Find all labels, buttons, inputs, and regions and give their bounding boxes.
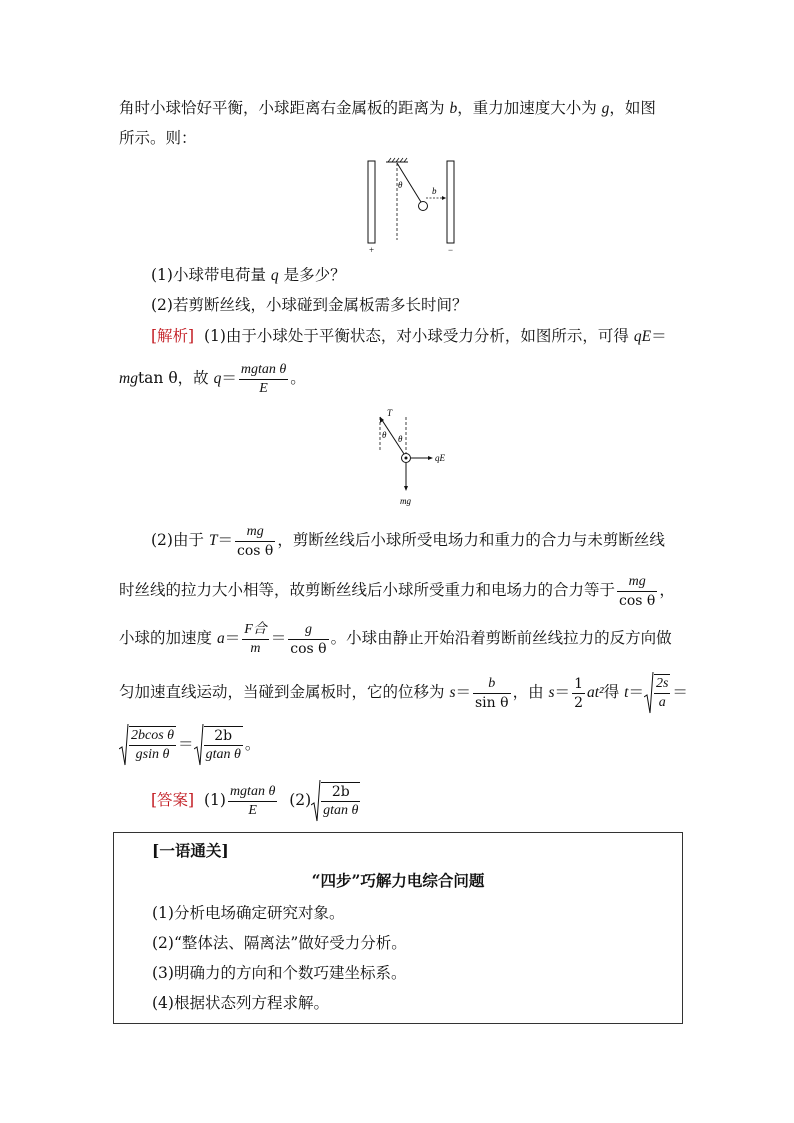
- equals: ＝: [628, 683, 644, 701]
- ball-center: [405, 457, 408, 460]
- qE-label: qE: [435, 453, 445, 463]
- fraction: $\frac{\text{mgtan θ}}{E}$: [240, 361, 287, 396]
- analysis-line-4: [119, 568, 675, 612]
- sqrt-expression: [644, 671, 654, 715]
- analysis-line-6: [119, 668, 688, 717]
- fraction: $\frac{\text{F合}}{m}$: [244, 621, 267, 656]
- equals: ＝: [672, 683, 688, 701]
- analysis-text: 小球的加速度: [119, 629, 217, 647]
- figure-pendulum-plates: [360, 155, 460, 255]
- arrow-head: [442, 196, 446, 200]
- analysis-line-7: [119, 720, 260, 768]
- analysis-line-3: [151, 518, 665, 563]
- answer-line: [151, 776, 362, 824]
- fraction: $\frac{1}{2}$: [574, 675, 583, 711]
- figure-force-diagram: [360, 405, 460, 510]
- analysis-text: (2)由于: [151, 531, 209, 549]
- var-s: s: [449, 684, 456, 701]
- q1-text: 是多少？: [278, 266, 346, 284]
- summary-item-1: (1)分析电场确定研究对象。: [152, 904, 345, 922]
- analysis-text: 。小球由静止开始沿着剪断前丝线拉力的反方向做: [330, 629, 672, 647]
- sqrt-expression: [311, 779, 321, 823]
- period: 。: [290, 369, 306, 387]
- b-label: b: [432, 186, 437, 196]
- var-mg: mg: [119, 370, 138, 387]
- period: 。: [244, 735, 261, 753]
- theta-label-right: θ: [398, 434, 403, 444]
- summary-title: “四步”巧解力电综合问题: [311, 871, 485, 890]
- answer-label: (1): [203, 791, 226, 809]
- fraction: $\frac{\text{mgtan θ}}{E}$: [229, 783, 276, 818]
- analysis-text: ，由: [512, 683, 549, 701]
- summary-item-4: (4)根据状态列方程求解。: [152, 994, 329, 1012]
- var-q: q: [213, 370, 222, 387]
- analysis-text: ，剪断丝线后小球所受电场力和重力的合力与未剪断丝线: [277, 531, 665, 549]
- mg-label: mg: [400, 496, 411, 506]
- theta-label: θ: [398, 180, 403, 190]
- fraction: $\frac{mg}{\text{cos θ}}$: [619, 573, 656, 609]
- fraction: $\frac{mg}{\text{cos θ}}$: [237, 523, 274, 559]
- comma: ，: [659, 581, 675, 599]
- q1-text: (1)小球带电荷量: [151, 266, 271, 284]
- var-b: b: [449, 100, 458, 117]
- left-plate: [368, 161, 375, 243]
- equals: ＝: [224, 629, 241, 647]
- analysis-line-5: [119, 616, 672, 661]
- intro-line-2: 所示。则：: [119, 129, 197, 147]
- fraction: $\frac{2b}{\text{gtan θ}}$: [205, 728, 241, 762]
- sqrt-expression: [194, 723, 204, 767]
- analysis-tag: [解析]: [151, 327, 195, 345]
- ceiling-hatch: [388, 158, 407, 162]
- fraction: $\frac{b}{\text{sin θ}}$: [475, 675, 509, 711]
- ball: [419, 202, 428, 211]
- equals: ＝: [651, 327, 667, 345]
- var-s: s: [548, 684, 555, 701]
- var-qE: qE: [633, 328, 652, 345]
- minus-label: −: [448, 245, 454, 255]
- analysis-text: tan θ，故: [137, 369, 214, 387]
- fraction: $\frac{\text{2bcos θ}}{\text{gsin θ}}$: [131, 728, 175, 762]
- plus-label: +: [369, 245, 375, 255]
- summary-tag: [一语通关]: [152, 841, 229, 860]
- analysis-text: 时丝线的拉力大小相等，故剪断丝线后小球所受重力和电场力的合力等于: [119, 581, 616, 599]
- intro-text: 角时小球恰好平衡，小球距离右金属板的距离为: [119, 99, 450, 117]
- var-g: g: [601, 100, 610, 117]
- intro-line-1: [119, 96, 656, 121]
- answer-tag: [答案]: [151, 791, 195, 809]
- var-at2: at²: [586, 684, 604, 701]
- equals: ＝: [217, 531, 234, 549]
- question-1: [151, 263, 346, 288]
- intro-text: ，如图: [609, 99, 656, 117]
- summary-box: [113, 832, 683, 1024]
- theta-label-left: θ: [382, 430, 387, 440]
- question-2: (2)若剪断丝线，小球碰到金属板需多长时间？: [151, 296, 468, 314]
- sqrt-expression: [119, 723, 129, 767]
- analysis-text: (1)由于小球处于平衡状态，对小球受力分析，如图所示，可得: [203, 327, 634, 345]
- equals: ＝: [178, 735, 194, 753]
- gravity-arrow-head: [404, 486, 408, 491]
- fraction: $\frac{2b}{\text{gtan θ}}$: [323, 784, 359, 818]
- summary-item-3: (3)明确力的方向和个数巧建坐标系。: [152, 964, 407, 982]
- equals: ＝: [554, 683, 571, 701]
- right-plate: [447, 161, 454, 243]
- analysis-line-1: [151, 324, 667, 349]
- answer-label: (2): [289, 791, 312, 809]
- var-q: q: [270, 267, 279, 284]
- analysis-text: 匀加速直线运动，当碰到金属板时，它的位移为: [119, 683, 450, 701]
- analysis-line-2: [119, 356, 306, 401]
- fraction: $\frac{2s}{a}$: [655, 676, 669, 710]
- equals: ＝: [455, 683, 471, 701]
- fraction: $\frac{g}{\text{cos θ}}$: [290, 621, 327, 657]
- equals: ＝: [270, 629, 287, 647]
- var-T: T: [208, 532, 218, 549]
- summary-item-2: (2)“整体法、隔离法”做好受力分析。: [152, 934, 407, 952]
- var-t: t: [624, 684, 629, 701]
- analysis-text: 得: [603, 683, 625, 701]
- intro-text: ，重力加速度大小为: [457, 99, 602, 117]
- equals: ＝: [221, 369, 237, 387]
- T-label: T: [387, 408, 393, 418]
- electric-force-arrow-head: [428, 456, 433, 460]
- var-a: a: [216, 630, 225, 647]
